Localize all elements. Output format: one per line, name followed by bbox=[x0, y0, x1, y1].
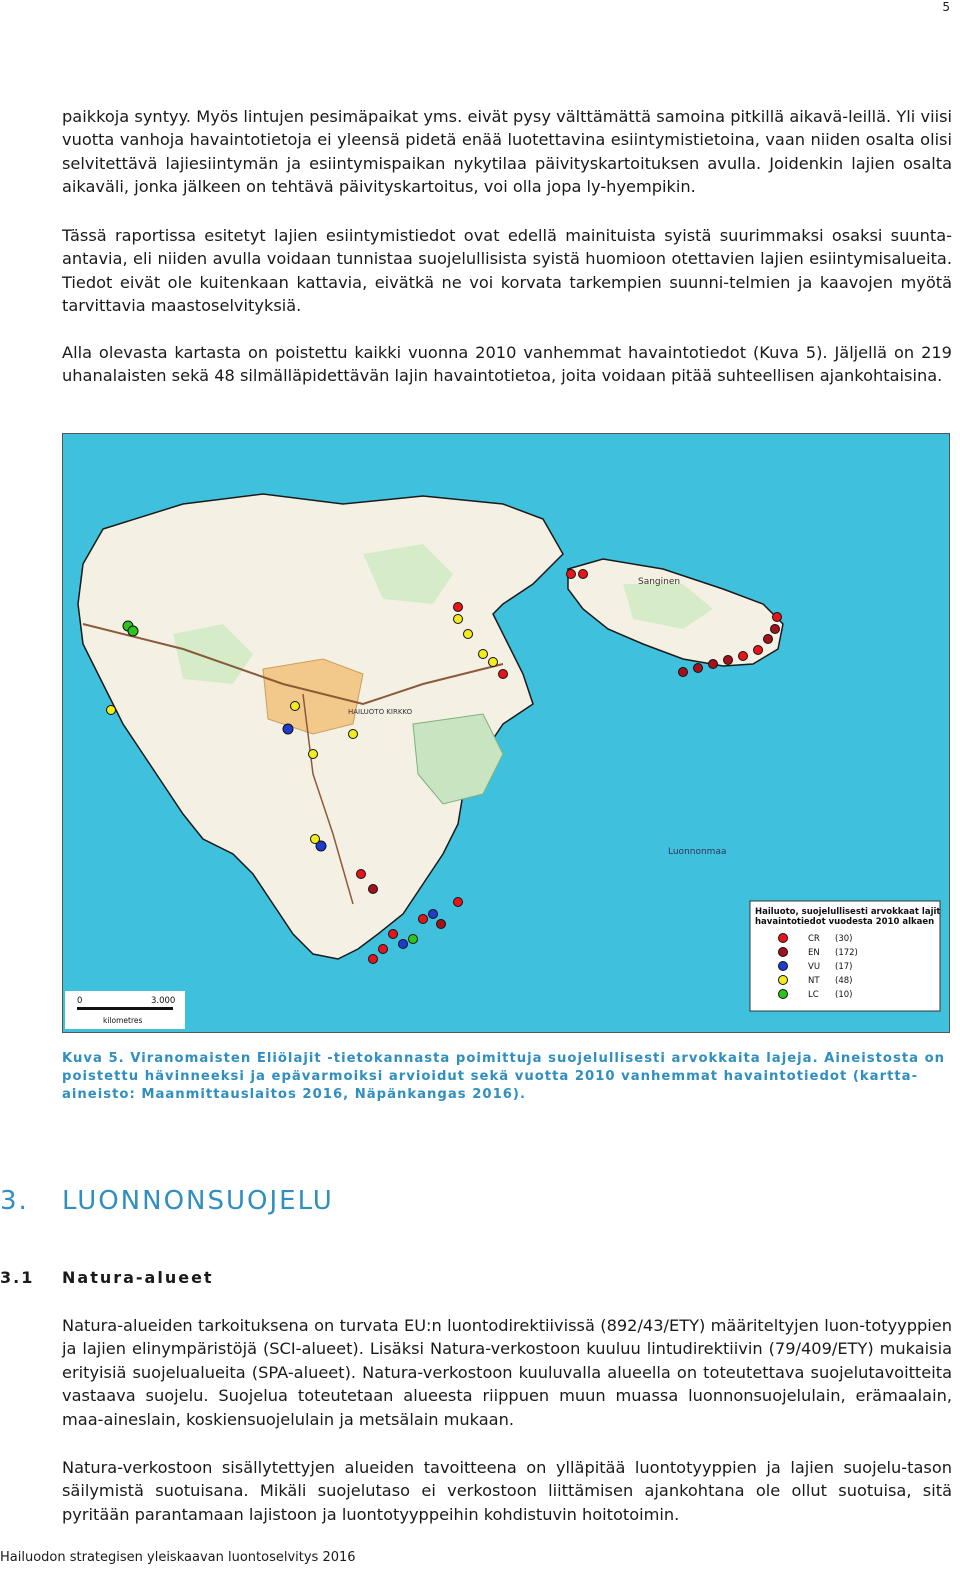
legend-count: (17) bbox=[835, 962, 853, 972]
subsection-number: 3.1 bbox=[0, 1268, 35, 1287]
point-en bbox=[724, 656, 733, 665]
point-nt bbox=[107, 706, 116, 715]
village-area bbox=[263, 659, 363, 734]
point-cr bbox=[773, 613, 782, 622]
point-cr bbox=[499, 670, 508, 679]
point-en bbox=[369, 885, 378, 894]
point-cr bbox=[567, 570, 576, 579]
point-nt bbox=[309, 750, 318, 759]
subsection-heading-3-1 bbox=[0, 1268, 214, 1287]
legend-count: (48) bbox=[835, 976, 853, 986]
legend-count: (30) bbox=[835, 934, 853, 944]
point-cr bbox=[357, 870, 366, 879]
point-nt bbox=[479, 650, 488, 659]
point-nt bbox=[291, 702, 300, 711]
point-lc bbox=[409, 935, 418, 944]
point-cr bbox=[454, 603, 463, 612]
legend-count: (172) bbox=[835, 948, 858, 958]
paragraph-natura-goal: Natura-verkostoon sisällytettyjen alueiden tavoitteena on ylläpitää luontotyyppien ja lajien suojelu-tason säilymistä suotuisana. Mikäli suojelutaso ei verkostoon liittämisen ajankohtana ole ollut suotuisa, sitä pyritään parantamaan lajistoon ja luontotyyppeihin kohdistuvin hoitotoimin. bbox=[62, 1458, 952, 1524]
paragraph-natura-purpose: Natura-alueiden tarkoituksena on turvata EU:n luontodirektiivissä (892/43/ETY) määriteltyjen luon-totyyppien ja lajien elinympäristöjä (SCI-alueet). Lisäksi Natura-verkostoon kuuluu lintudirektiivin (79/409/ETY) mukaisia erityisiä suojelualueita (SPA-alueet). Natura-verkostoon kuuluvalla alueella on toteutettava suojelutavoitteita vastaava suojelu. Suojelua toteutetaan alueesta riippuen muun muassa luonnonsuojelulain, erämaalain, maa-aineslain, koskiensuojelulain ja metsälain mukaan. bbox=[62, 1316, 952, 1429]
point-cr bbox=[579, 570, 588, 579]
point-en bbox=[771, 625, 780, 634]
point-en bbox=[437, 920, 446, 929]
paragraph-map-intro: Alla olevasta kartasta on poistettu kaikki vuonna 2010 vanhemmat havaintotiedot (Kuva 5). Jäljellä on 219 uhanalaisten sekä 48 silmälläpidettävän lajin havaintotietoa, joita voidaan pitää suhteellisen ajankohtaisina. bbox=[62, 343, 952, 386]
place-label-sanginen: Sanginen bbox=[638, 577, 681, 587]
point-nt bbox=[464, 630, 473, 639]
map-legend bbox=[750, 901, 943, 1011]
point-vu bbox=[399, 940, 408, 949]
point-cr bbox=[454, 898, 463, 907]
point-en bbox=[694, 664, 703, 673]
point-lc bbox=[128, 626, 138, 636]
section-title: LUONNONSUOJELU bbox=[62, 1186, 334, 1216]
scale-unit: kilometres bbox=[103, 1016, 143, 1025]
point-cr bbox=[379, 945, 388, 954]
subsection-title: Natura-alueet bbox=[62, 1268, 214, 1287]
legend-code: VU bbox=[808, 962, 821, 972]
paragraph-species-data: Tässä raportissa esitetyt lajien esiintymistiedot ovat edellä mainituista syistä suurimmaksi osaksi suunta-antavia, eli niiden avulla voidaan tunnistaa suojelullisista syistä huomioon otettavien lajien esiintymisalueita. Tiedot eivät ole kuitenkaan kattavia, eivätkä ne voi korvata tarkempien suunni-telmien ja kaavojen myötä tarvittavia maastoselvityksiä. bbox=[62, 226, 952, 316]
point-cr bbox=[739, 652, 748, 661]
point-cr bbox=[369, 955, 378, 964]
scale-bar bbox=[65, 991, 185, 1029]
point-cr bbox=[754, 646, 763, 655]
scale-start: 0 bbox=[77, 996, 83, 1006]
map-svg bbox=[63, 434, 949, 1032]
point-nt bbox=[311, 835, 320, 844]
point-nt bbox=[454, 615, 463, 624]
species-map bbox=[62, 433, 950, 1033]
figure-caption: Kuva 5. Viranomaisten Eliölajit -tietokannasta poimittuja suojelullisesti arvokkaita lajeja. Aineistosta on poistettu hävinneeksi ja epävarmoiksi arvioidut sekä vuotta 2010 vanhemmat havaintotiedot (kartta-aineisto: Maanmittauslaitos 2016, Näpänkangas 2016). bbox=[62, 1051, 946, 1102]
point-cr bbox=[389, 930, 398, 939]
page-number: 5 bbox=[942, 0, 950, 14]
legend-title: Hailuoto, suojelullisesti arvokkaat lajit havaintotiedot vuodesta 2010 alkaen bbox=[755, 907, 941, 927]
point-nt bbox=[349, 730, 358, 739]
legend-code: NT bbox=[808, 976, 820, 986]
point-en bbox=[764, 635, 773, 644]
point-vu bbox=[429, 910, 438, 919]
legend-count: (10) bbox=[835, 990, 853, 1000]
legend-code: LC bbox=[808, 990, 819, 1000]
legend-code: EN bbox=[808, 948, 820, 958]
place-label-luonnonmaa: Luonnonmaa bbox=[668, 847, 727, 857]
scale-end: 3.000 bbox=[151, 996, 176, 1006]
section-heading-3 bbox=[0, 1186, 334, 1216]
point-vu bbox=[283, 724, 293, 734]
point-cr bbox=[419, 915, 428, 924]
point-en bbox=[679, 668, 688, 677]
legend-code: CR bbox=[808, 934, 820, 944]
intro-paragraph: paikkoja syntyy. Myös lintujen pesimäpaikat yms. eivät pysy välttämättä samoina pitkillä aikavä-leillä. Yli viisi vuotta vanhoja havaintotietoja ei yleensä pidetä enää luotettavina esiintymistietoina, vaan niiden osalta olisi selvitettävä lajiesiintymän ja esiintymispaikan nykytilaa päivityskartoituksen avulla. Joidenkin lajien osalta aikaväli, jonka jälkeen on tehtävä päivityskartoitus, voi olla jopa ly-hyempikin. bbox=[62, 107, 952, 197]
scale-line bbox=[77, 1007, 173, 1010]
section-number: 3. bbox=[0, 1186, 29, 1216]
place-label-church: HAILUOTO KIRKKO bbox=[348, 708, 413, 716]
point-nt bbox=[489, 658, 498, 667]
page-footer: Hailuodon strategisen yleiskaavan luontoselvitys 2016 bbox=[0, 1550, 356, 1565]
point-en bbox=[709, 660, 718, 669]
